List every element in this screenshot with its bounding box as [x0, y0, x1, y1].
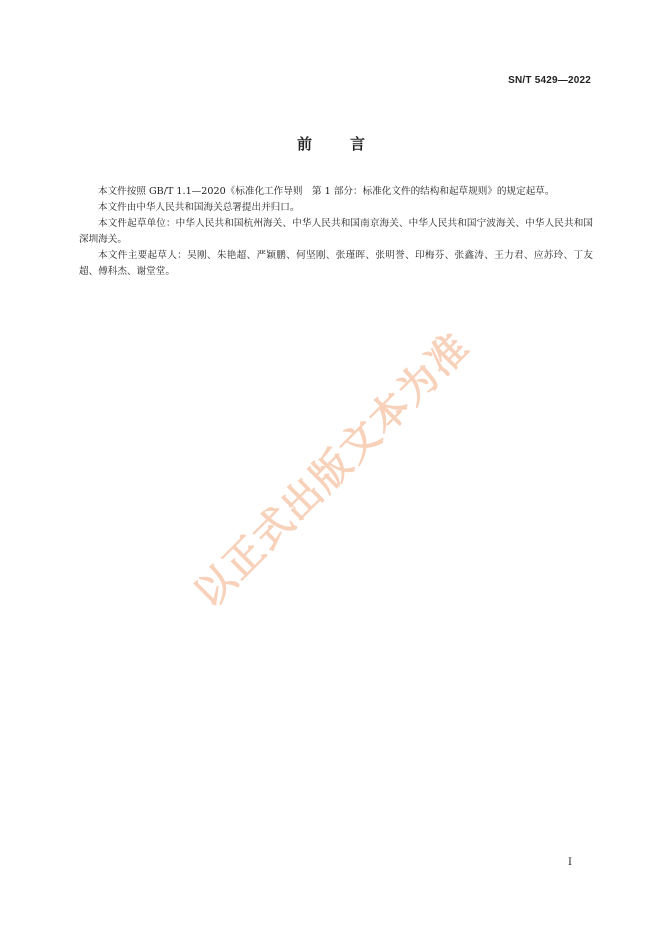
paragraph-proposer: 本文件由中华人民共和国海关总署提出并归口。 — [98, 202, 300, 213]
paragraph-drafting-rules: 本文件按照 GB/T 1.1—2020《标准化工作导则 第 1 部分：标准化文件的结构和起草规则》的规定起草。 — [98, 186, 555, 197]
paragraph-drafters: 本文件主要起草人：吴刚、朱艳超、严颖鹏、何坚刚、张瑾晖、张明誉、印梅芬、张鑫涛、王力君、应苏玲、丁友超、傅科杰、谢堂堂。 — [79, 250, 593, 277]
paragraph-drafting-units: 本文件起草单位：中华人民共和国杭州海关、中华人民共和国南京海关、中华人民共和国宁波海关、中华人民共和国深圳海关。 — [79, 218, 593, 245]
page-number: I — [568, 857, 572, 868]
page-title: 前言 — [296, 135, 403, 153]
foreword-body — [79, 184, 593, 280]
standard-code: SN/T 5429—2022 — [508, 75, 591, 86]
watermark: 以正式出版文本为准 — [186, 324, 479, 617]
